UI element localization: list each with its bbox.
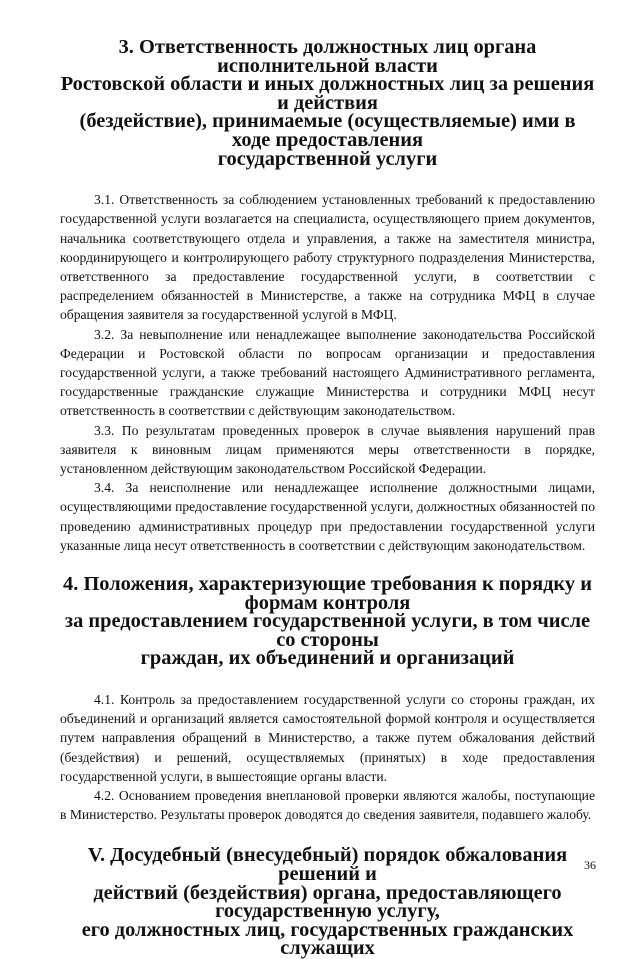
section-3-heading-line: государственной услуги bbox=[217, 147, 438, 170]
section-5-heading-line: V. Досудебный (внесудебный) порядок обжалования решений и bbox=[87, 844, 568, 885]
section-5-heading-line: действий (бездействия) органа, предоставляющего государственную услугу, bbox=[93, 881, 562, 923]
section-4-heading bbox=[60, 575, 595, 668]
paragraph-4-1: 4.1. Контроль за предоставлением государственной услуги со стороны граждан, их объединений и организаций является самостоятельной формой контроля и осуществляется путем направления обращений в Министерство, а также путем обжалования действий (бездействия) и решений, осуществляемых (принятых) в ходе предоставления государственной услуги, в вышестоящие органы власти. bbox=[60, 691, 595, 784]
spacer bbox=[60, 668, 595, 690]
section-3-heading-line: 3. Ответственность должностных лиц органа исполнительной власти bbox=[118, 36, 537, 77]
spacer bbox=[60, 555, 595, 575]
section-5-heading bbox=[60, 846, 595, 958]
paragraph-4-2: 4.2. Основанием проведения внеплановой проверки являются жалобы, поступающие в Министерство. Результаты проверок доводятся до сведения заявителя, подавшего жалобу. bbox=[60, 788, 595, 823]
section-3-heading-line: (бездействие), принимаемые (осуществляемые) ими в ходе предоставления bbox=[79, 110, 576, 151]
section-4-heading-line: за предоставлением государственной услуги, в том числе со стороны bbox=[64, 610, 591, 651]
section-4-heading-line: 4. Положения, характеризующие требования к порядку и формам контроля bbox=[63, 573, 592, 614]
section-3-heading bbox=[60, 38, 595, 168]
paragraph-3-1: 3.1. Ответственность за соблюдением установленных требований к предоставлению государственной услуги возлагается на специалиста, осуществляющего прием документов, начальника соответствующего отдела и управления, а также на заместителя министра, координирующего и контролирующего работу структурного подразделения Министерства, ответственного за предоставление государственной услуги, в соответствии с распределением обязанностей в Министерстве, а также на сотрудника МФЦ в случае обращения заявителя за государственной услугой в МФЦ. bbox=[60, 192, 595, 323]
section-4-heading-line: граждан, их объединений и организаций bbox=[140, 647, 515, 670]
section-3-heading-line: Ростовской области и иных должностных лиц за решения и действия bbox=[60, 73, 595, 114]
paragraph-3-4: 3.4. За неисполнение или ненадлежащее исполнение должностными лицами, осуществляющими предоставление государственной услуги, должностных обязанностей по проведению административных процедур при предоставлении государственной услуги указанные лица несут ответственность в соответствии с действующим законодательством. bbox=[60, 480, 595, 553]
section-5-heading-line: его должностных лиц, государственных гражданских служащих bbox=[81, 918, 574, 959]
paragraph-3-3: 3.3. По результатам проведенных проверок в случае выявления нарушений прав заявителя к виновным лицам применяются меры ответственности в порядке, установленном действующим законодательством Российской Федерации. bbox=[60, 422, 595, 476]
spacer bbox=[60, 168, 595, 190]
page-number: 36 bbox=[584, 858, 596, 872]
paragraph-3-2: 3.2. За невыполнение или ненадлежащее выполнение законодательства Российской Федерации и Ростовской области по вопросам организации и предоставления государственной услуги, а также требований настоящего Административного регламента, государственные гражданские служащие Министерства и сотрудники МФЦ несут ответственность в соответствии с действующим законодательством. bbox=[60, 326, 595, 419]
spacer bbox=[60, 824, 595, 846]
